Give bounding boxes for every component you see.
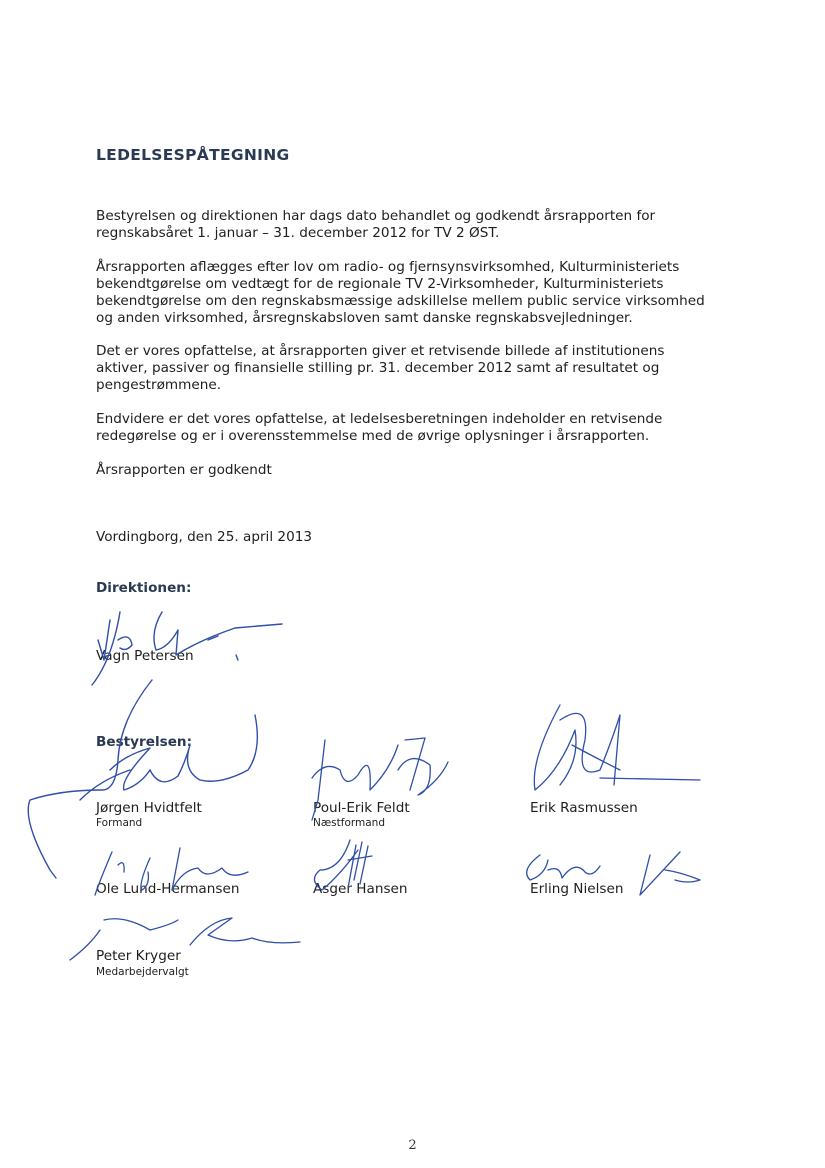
paragraph-4	[96, 411, 736, 445]
paragraph-2	[96, 259, 736, 327]
signatory-name: Vagn Petersen	[96, 648, 194, 664]
paragraph-line: pengestrømmene.	[96, 377, 222, 393]
paragraph-line: Bestyrelsen og direktionen har dags dato behandlet og godkendt årsrapporten for	[96, 208, 656, 224]
signatory-name: Peter Kryger	[96, 948, 181, 964]
signatory-name: Erik Rasmussen	[530, 800, 638, 816]
paragraph-line: Endvidere er det vores opfattelse, at ledelsesberetningen indeholder en retvisende	[96, 411, 663, 427]
signatory-name: Jørgen Hvidtfelt	[96, 800, 202, 816]
signature-jorgen-hvidtfelt	[28, 680, 257, 878]
approval-statement: Årsrapporten er godkendt	[96, 462, 272, 478]
signatory-role: Næstformand	[313, 817, 385, 829]
place-date: Vordingborg, den 25. april 2013	[96, 529, 313, 545]
paragraph-3	[96, 343, 736, 394]
signatory-name: Asger Hansen	[313, 881, 408, 897]
paragraph-line: og anden virksomhed, årsregnskabsloven samt danske regnskabsvejledninger.	[96, 310, 633, 326]
signatory-role: Medarbejdervalgt	[96, 966, 189, 978]
signatory-role: Formand	[96, 817, 143, 829]
board-heading: Bestyrelsen:	[96, 734, 193, 750]
paragraph-line: redegørelse og er i overensstemmelse med de øvrige oplysninger i årsrapporten.	[96, 428, 650, 444]
signatory-name: Ole Lund-Hermansen	[96, 881, 240, 897]
paragraph-line: regnskabsåret 1. januar – 31. december 2012 for TV 2 ØST.	[96, 225, 500, 241]
signature-erik-rasmussen	[534, 705, 700, 790]
paragraph-line: Årsrapporten aflægges efter lov om radio- og fjernsynsvirksomhed, Kulturministeriets	[96, 259, 680, 275]
page-number: 2	[408, 1138, 417, 1153]
paragraph-line: bekendtgørelse om den regnskabsmæssige adskillelse mellem public service virksomhed	[96, 293, 705, 309]
signatory-name: Poul-Erik Feldt	[313, 800, 410, 816]
paragraph-1	[96, 208, 736, 242]
paragraph-line: bekendtgørelse om vedtægt for de regionale TV 2-Virksomheder, Kulturministeriets	[96, 276, 664, 292]
executive-heading: Direktionen:	[96, 580, 192, 596]
paragraph-line: aktiver, passiver og finansielle stilling pr. 31. december 2012 samt af resultatet og	[96, 360, 660, 376]
signatory-name: Erling Nielsen	[530, 881, 624, 897]
paragraph-line: Det er vores opfattelse, at årsrapporten giver et retvisende billede af institutionens	[96, 343, 665, 359]
page-title: LEDELSESPÅTEGNING	[96, 146, 290, 164]
